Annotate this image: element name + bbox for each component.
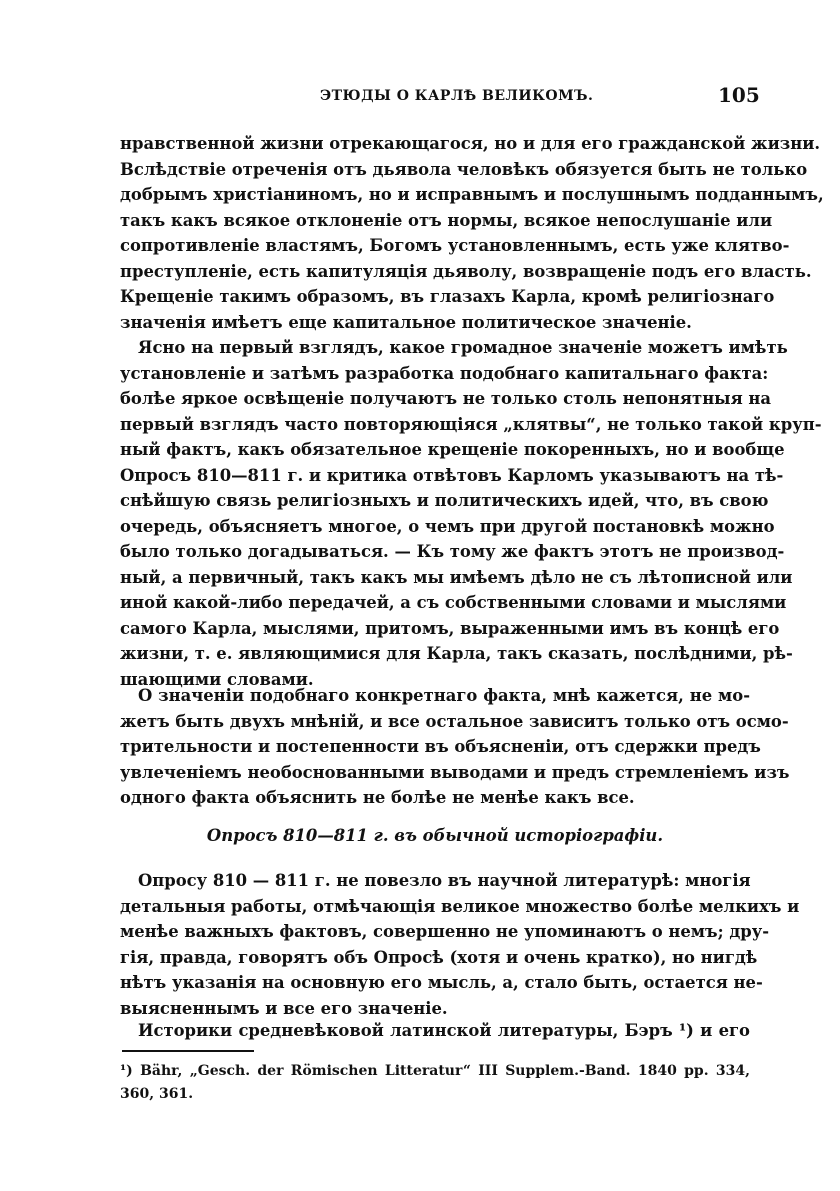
text-line: снѣйшую связь религіозныхъ и политическихъ идей, что, въ свою: [120, 491, 769, 510]
footnote-line: ¹) Bähr, „Gesch. der Römischen Litteratur“ III Supplem.-Band. 1840 pp. 334,: [120, 1063, 750, 1079]
text-line: детальныя работы, отмѣчающія великое множество болѣе мелкихъ и: [120, 896, 800, 916]
text-line: жетъ быть двухъ мнѣній, и все остальное зависитъ только отъ осмо-: [120, 711, 789, 731]
text-line: значенія имѣетъ еще капитальное политическое значеніе.: [120, 312, 692, 332]
text-line: ный, а первичный, такъ какъ мы имѣемъ дѣло не съ лѣтописной или: [120, 567, 793, 587]
text-line: О значеніи подобнаго конкретнаго факта, мнѣ кажется, не мо-: [138, 686, 750, 705]
text-line: шающими словами.: [120, 669, 314, 689]
text-line: такъ какъ всякое отклоненіе отъ нормы, всякое непослушаніе или: [120, 210, 773, 230]
text-line: первый взглядъ часто повторяющіяся „клятвы“, не только такой круп-: [120, 414, 822, 434]
text-line: нравственной жизни отрекающагося, но и для его гражданской жизни.: [120, 134, 821, 153]
text-line: увлеченіемъ необоснованными выводами и предъ стремленіемъ изъ: [120, 762, 790, 782]
page-number: 105: [718, 83, 760, 107]
text-line: трительности и постепенности въ объясненіи, отъ сдержки предъ: [120, 737, 761, 756]
text-line: было только догадываться. — Къ тому же фактъ этотъ не производ-: [120, 542, 785, 561]
text-line: Опросу 810 — 811 г. не повезло въ научной литературѣ: многія: [138, 871, 751, 890]
paragraph-3: [120, 683, 790, 811]
paragraph-1: [120, 131, 824, 335]
text-line: ный фактъ, какъ обязательное крещеніе покоренныхъ, но и вообще: [120, 440, 785, 459]
text-line: гія, правда, говорятъ объ Опросѣ (хотя и очень кратко), но нигдѣ: [120, 947, 758, 967]
text-line: болѣе яркое освѣщеніе получаютъ не только столь непонятныя на: [120, 389, 772, 408]
text-line: сопротивленіе властямъ, Богомъ установленнымъ, есть уже клятво-: [120, 236, 790, 255]
text-line: нѣтъ указанія на основную его мысль, а, стало быть, остается не-: [120, 973, 763, 992]
text-line: выясненнымъ и все его значеніе.: [120, 998, 448, 1018]
text-line: очередь, объясняетъ многое, о чемъ при другой постановкѣ можно: [120, 516, 775, 536]
running-header-title: ЭТЮДЫ О КАРЛѢ ВЕЛИКОМЪ.: [320, 88, 594, 104]
text-line: Вслѣдствіе отреченія отъ дьявола человѣкъ обязуется быть не только: [120, 159, 808, 179]
text-line: Историки средневѣковой латинской литературы, Бэръ ¹) и его: [138, 1021, 750, 1040]
text-line: одного факта объяснить не болѣе не менѣе какъ все.: [120, 788, 635, 807]
footnote-line: 360, 361.: [120, 1086, 194, 1102]
text-line: менѣе важныхъ фактовъ, совершенно не упоминаютъ о немъ; дру-: [120, 922, 770, 941]
text-line: преступленіе, есть капитуляція дьяволу, возвращеніе подъ его власть.: [120, 261, 812, 281]
paragraph-2: [120, 335, 822, 692]
text-line: установленіе и затѣмъ разработка подобнаго капитальнаго факта:: [120, 363, 769, 383]
section-subheading: Опросъ 810—811 г. въ обычной исторіографіи.: [206, 826, 664, 845]
text-line: самого Карла, мыслями, притомъ, выраженными имъ въ концѣ его: [120, 618, 780, 638]
text-line: Опросъ 810—811 г. и критика отвѣтовъ Карломъ указываютъ на тѣ-: [120, 465, 784, 485]
paragraph-5: [120, 1018, 750, 1044]
text-line: Крещеніе такимъ образомъ, въ глазахъ Карла, кромѣ религіознаго: [120, 287, 775, 306]
footnote-divider: [122, 1050, 254, 1052]
text-line: жизни, т. е. являющимися для Карла, такъ сказать, послѣдними, рѣ-: [120, 644, 793, 663]
text-line: добрымъ христіаниномъ, но и исправнымъ и послушнымъ подданнымъ,: [120, 185, 824, 204]
paragraph-4: [120, 868, 800, 1021]
text-line: иной какой-либо передачей, а съ собственными словами и мыслями: [120, 593, 787, 612]
text-line: Ясно на первый взглядъ, какое громадное значеніе можетъ имѣть: [138, 338, 788, 357]
